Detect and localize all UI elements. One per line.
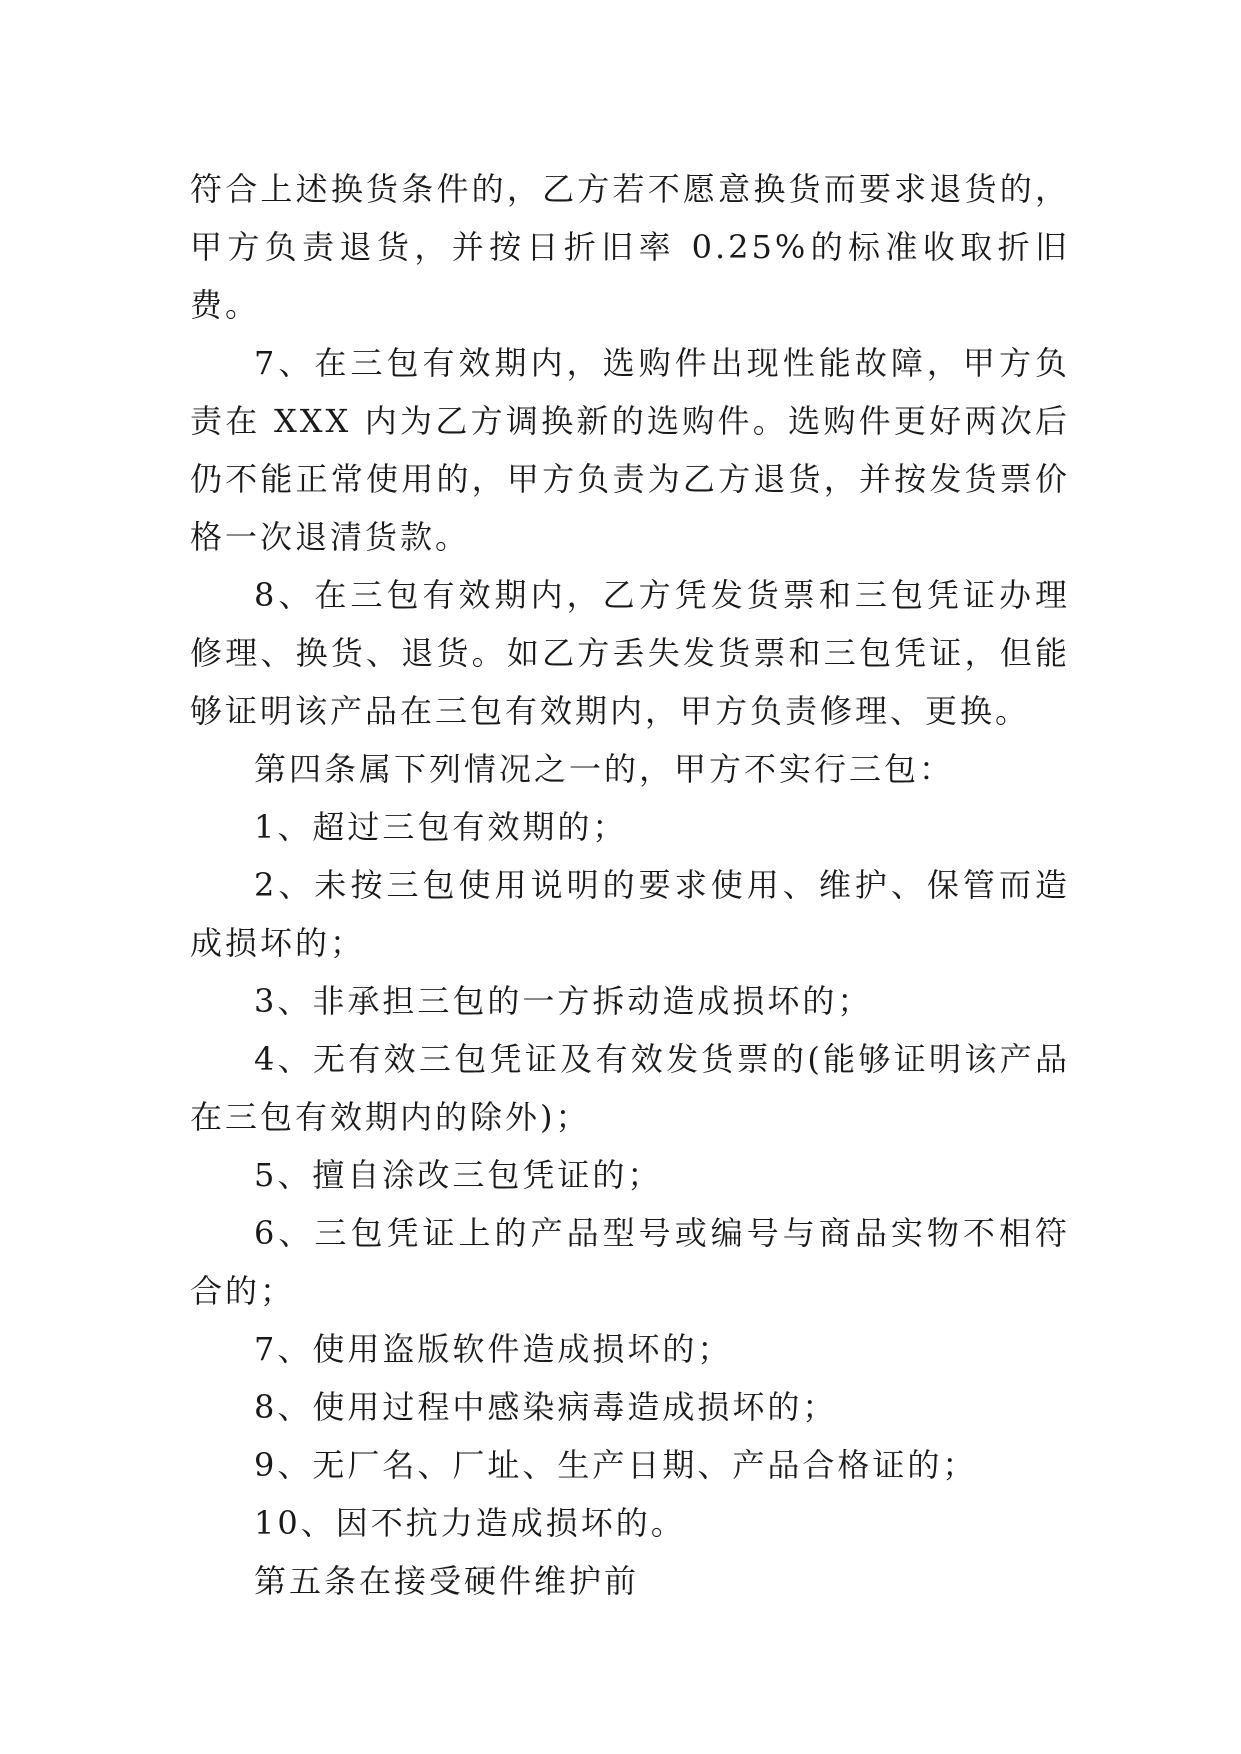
paragraph-item-7-optional-parts: 7、在三包有效期内，选购件出现性能故障，甲方负责在 XXX 内为乙方调换新的选购件。选购件更好两次后仍不能正常使用的，甲方负责为乙方退货，并按发货票价格一次退清货款。 (190, 344, 1070, 556)
list-item-6: 6、三包凭证上的产品型号或编号与商品实物不相符合的； (190, 1214, 1070, 1310)
list-item-2: 2、未按三包使用说明的要求使用、维护、保管而造成损坏的； (190, 866, 1070, 962)
list-item-3: 3、非承担三包的一方拆动造成损坏的； (254, 982, 873, 1020)
document-body (190, 160, 1070, 1610)
paragraph-article-5-heading: 第五条在接受硬件维护前 (254, 1562, 640, 1600)
list-item-5: 5、擅自涂改三包凭证的； (254, 1156, 663, 1194)
list-item-8: 8、使用过程中感染病毒造成损坏的； (254, 1388, 838, 1426)
list-item-1: 1、超过三包有效期的； (254, 808, 628, 846)
list-item-10: 10、因不抗力造成损坏的。 (254, 1504, 686, 1542)
list-item-4: 4、无有效三包凭证及有效发货票的(能够证明该产品在三包有效期内的除外)； (190, 1040, 1070, 1136)
list-item-7: 7、使用盗版软件造成损坏的； (254, 1330, 733, 1368)
paragraph-article-4-heading: 第四条属下列情况之一的，甲方不实行三包： (254, 750, 955, 788)
paragraph-exchange-refund: 符合上述换货条件的，乙方若不愿意换货而要求退货的，甲方负责退货，并按日折旧率 0.25%的标准收取折旧费。 (190, 170, 1070, 324)
paragraph-item-8-invoice: 8、在三包有效期内，乙方凭发货票和三包凭证办理修理、换货、退货。如乙方丢失发货票和三包凭证，但能够证明该产品在三包有效期内，甲方负责修理、更换。 (190, 576, 1070, 730)
list-item-9: 9、无厂名、厂址、生产日期、产品合格证的； (254, 1446, 978, 1484)
